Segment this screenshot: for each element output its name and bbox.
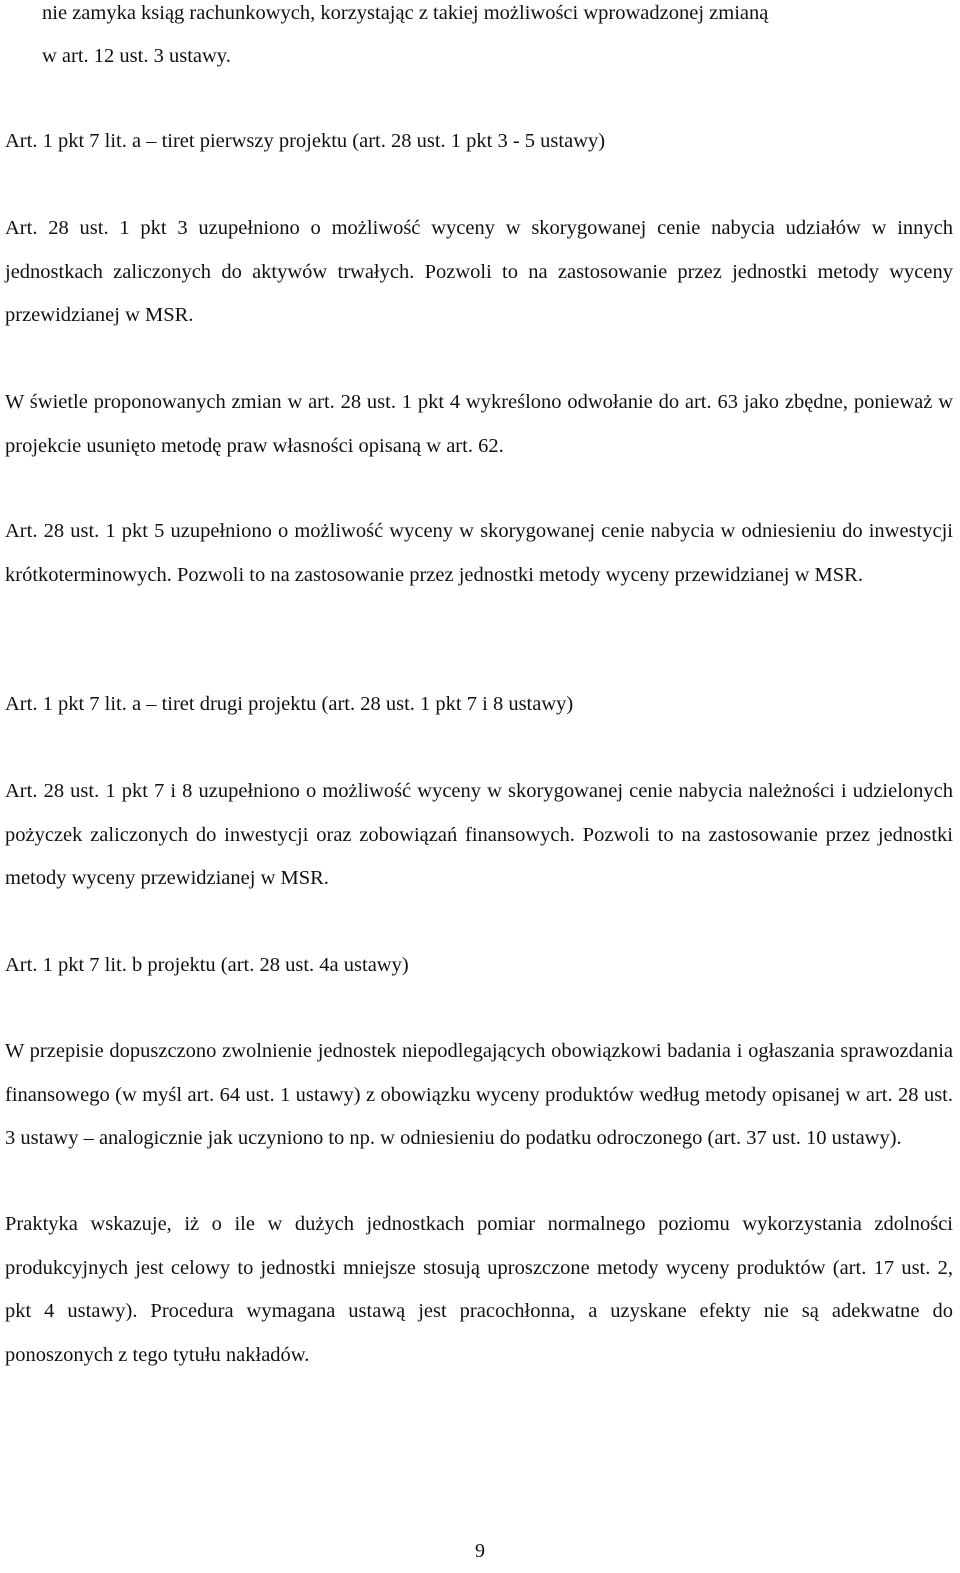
paragraph-continuation-line-2: w art. 12 ust. 3 ustawy. <box>42 45 231 67</box>
page-number: 9 <box>475 1540 485 1562</box>
paragraph-przepis: W przepisie dopuszczono zwolnienie jednostek niepodlegających obowiązkowi badania i ogłaszania sprawozdania finansowego (w myśl art. 64 ust. 1 ustawy) z obowiązku wyceny produktów według metody opisanej w art. 28 ust. 3 ustawy – analogicznie jak uczyniono to np. w odniesieniu do podatku odroczonego (art. 37 ust. 10 ustawy). <box>5 1040 953 1149</box>
paragraph-art28-pkt7-8: Art. 28 ust. 1 pkt 7 i 8 uzupełniono o możliwość wyceny w skorygowanej cenie nabycia należności i udzielonych pożyczek zaliczonych do inwestycji oraz zobowiązań finansowych. Pozwoli to na zastosowanie przez jednostki metody wyceny przewidzianej w MSR. <box>5 780 953 889</box>
paragraph-praktyka: Praktyka wskazuje, iż o ile w dużych jednostkach pomiar normalnego poziomu wykorzystania zdolności produkcyjnych jest celowy to jednostki mniejsze stosują uproszczone metody wyceny produktów (art. 17 ust. 2, pkt 4 ustawy). Procedura wymagana ustawą jest pracochłonna, a uzyskane efekty nie są adekwatne do ponoszonych z tego tytułu nakładów. <box>5 1213 953 1366</box>
paragraph-art28-pkt3: Art. 28 ust. 1 pkt 3 uzupełniono o możliwość wyceny w skorygowanej cenie nabycia udziałów w innych jednostkach zaliczonych do aktywów trwałych. Pozwoli to na zastosowanie przez jednostki metody wyceny przewidzianej w MSR. <box>5 217 953 326</box>
section-heading-art1-pkt7-lit-a-tiret-pierwszy: Art. 1 pkt 7 lit. a – tiret pierwszy projektu (art. 28 ust. 1 pkt 3 - 5 ustawy) <box>5 130 606 152</box>
section-heading-art1-pkt7-lit-a-tiret-drugi: Art. 1 pkt 7 lit. a – tiret drugi projektu (art. 28 ust. 1 pkt 7 i 8 ustawy) <box>5 693 574 715</box>
paragraph-continuation-line-1: nie zamyka ksiąg rachunkowych, korzystając z takiej możliwości wprowadzonej zmianą <box>42 2 769 24</box>
section-heading-art1-pkt7-lit-b: Art. 1 pkt 7 lit. b projektu (art. 28 ust. 4a ustawy) <box>5 954 409 976</box>
paragraph-art28-pkt4: W świetle proponowanych zmian w art. 28 ust. 1 pkt 4 wykreślono odwołanie do art. 63 jako zbędne, ponieważ w projekcie usunięto metodę praw własności opisaną w art. 62. <box>5 391 953 457</box>
paragraph-art28-pkt5: Art. 28 ust. 1 pkt 5 uzupełniono o możliwość wyceny w skorygowanej cenie nabycia w odniesieniu do inwestycji krótkoterminowych. Pozwoli to na zastosowanie przez jednostki metody wyceny przewidzianej w MSR. <box>5 520 953 586</box>
